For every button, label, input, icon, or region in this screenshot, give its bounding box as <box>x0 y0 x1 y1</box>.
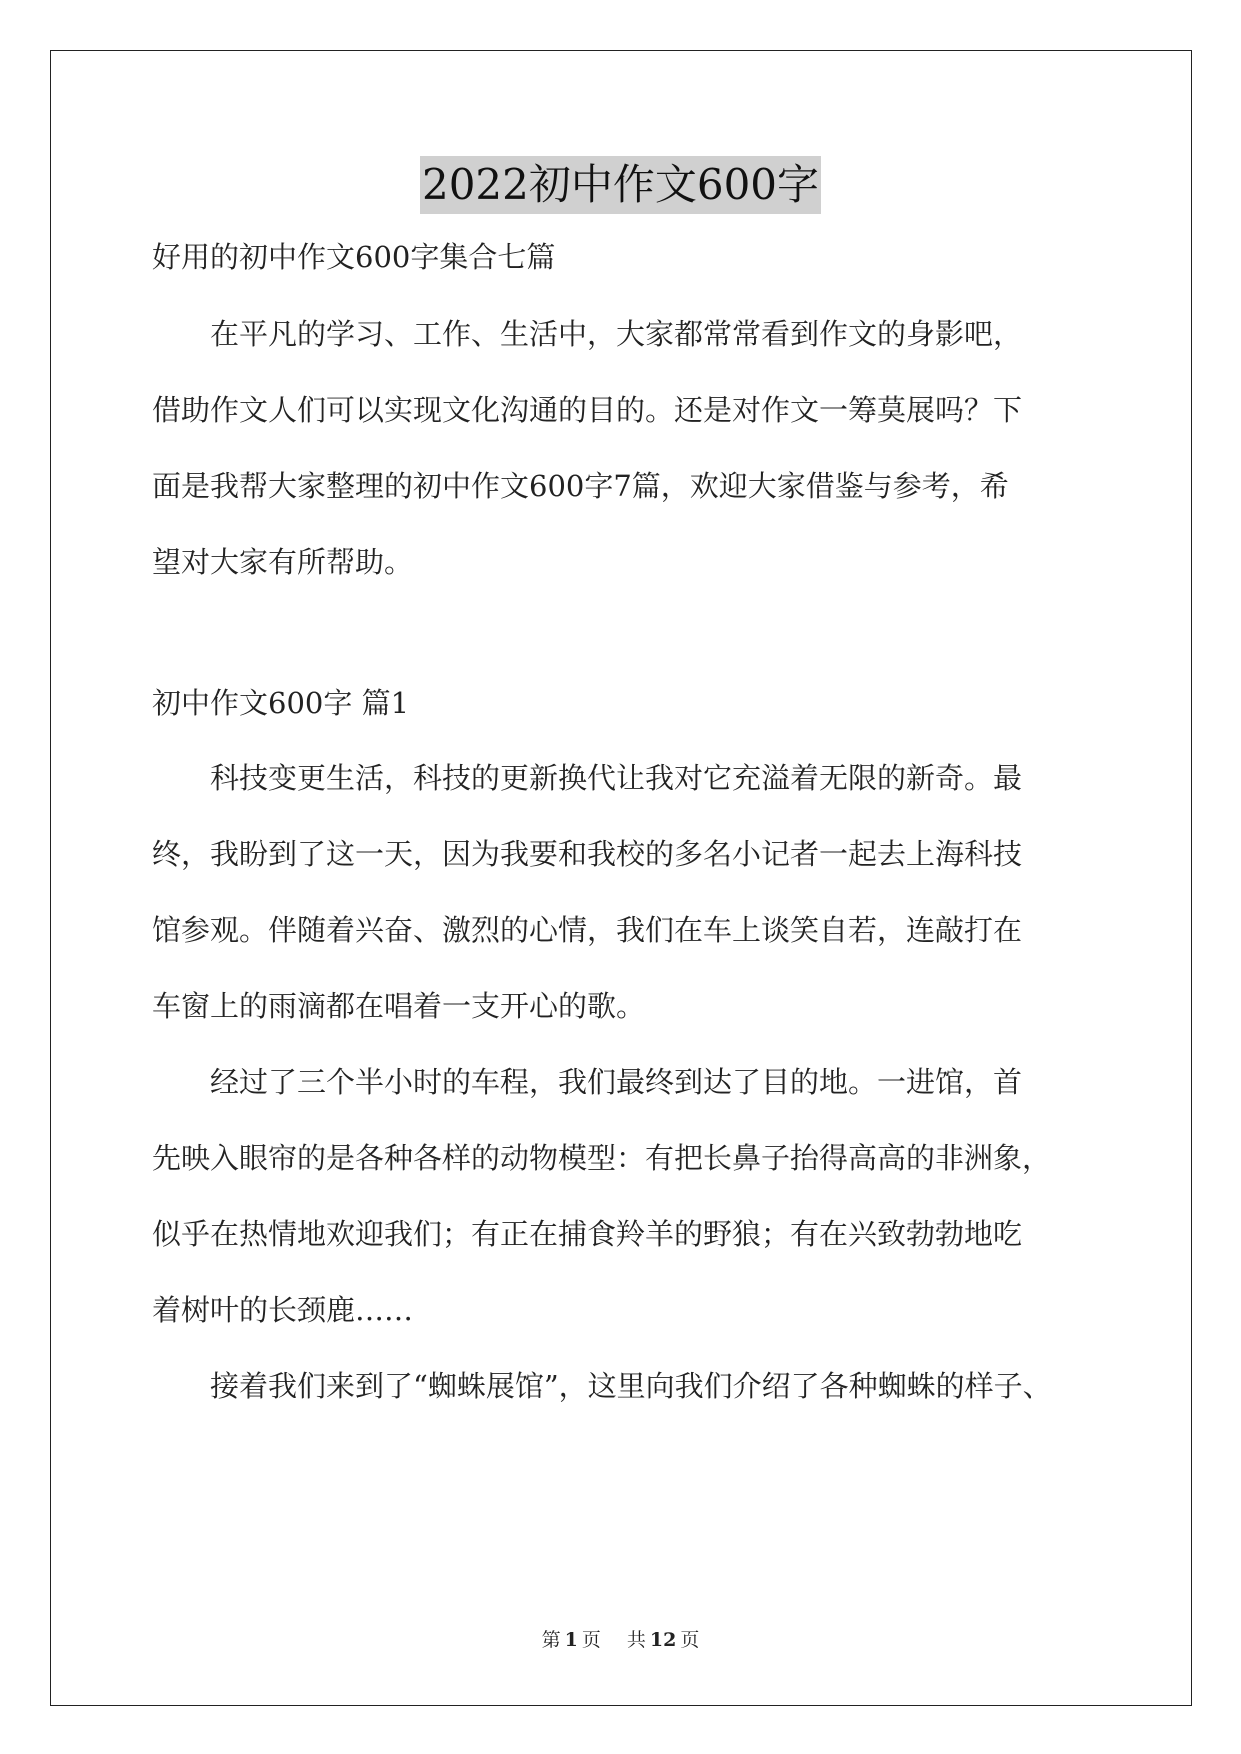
paragraph-line: 馆参观。伴随着兴奋、激烈的心情，我们在车上谈笑自若，连敲打在 <box>152 913 1023 947</box>
page-prefix: 第 <box>541 1629 561 1651</box>
paragraph-line: 接着我们来到了“蜘蛛展馆”，这里向我们介绍了各种蜘蛛的样子、 <box>152 1369 1052 1403</box>
document-title: 2022初中作文600字 <box>420 156 821 214</box>
page-current: 1 <box>564 1629 578 1651</box>
paragraph-line: 经过了三个半小时的车程，我们最终到达了目的地。一进馆，首 <box>152 1065 1023 1099</box>
title-wrap <box>0 156 1241 214</box>
paragraph-line: 终，我盼到了这一天，因为我要和我校的多名小记者一起去上海科技 <box>152 837 1023 871</box>
paragraph-line: 在平凡的学习、工作、生活中，大家都常常看到作文的身影吧， <box>152 317 1023 351</box>
section-heading: 初中作文600字 篇1 <box>152 686 410 720</box>
total-suffix: 页 <box>680 1629 700 1651</box>
total-prefix: 共 <box>626 1629 646 1651</box>
page-border <box>50 50 1192 1706</box>
paragraph-line: 借助作文人们可以实现文化沟通的目的。还是对作文一筹莫展吗？下 <box>152 393 1023 427</box>
paragraph-line: 着树叶的长颈鹿…… <box>152 1293 414 1327</box>
page-total: 12 <box>649 1629 677 1651</box>
page-footer <box>0 1627 1241 1653</box>
paragraph-line: 车窗上的雨滴都在唱着一支开心的歌。 <box>152 989 646 1023</box>
paragraph-line: 先映入眼帘的是各种各样的动物模型：有把长鼻子抬得高高的非洲象， <box>152 1141 1052 1175</box>
paragraph-line: 面是我帮大家整理的初中作文600字7篇，欢迎大家借鉴与参考，希 <box>152 469 1009 503</box>
document-subtitle: 好用的初中作文600字集合七篇 <box>152 240 556 274</box>
paragraph-line: 望对大家有所帮助。 <box>152 545 414 579</box>
paragraph-line: 似乎在热情地欢迎我们；有正在捕食羚羊的野狼；有在兴致勃勃地吃 <box>152 1217 1023 1251</box>
page-suffix: 页 <box>581 1629 601 1651</box>
paragraph-line: 科技变更生活，科技的更新换代让我对它充溢着无限的新奇。最 <box>152 761 1023 795</box>
